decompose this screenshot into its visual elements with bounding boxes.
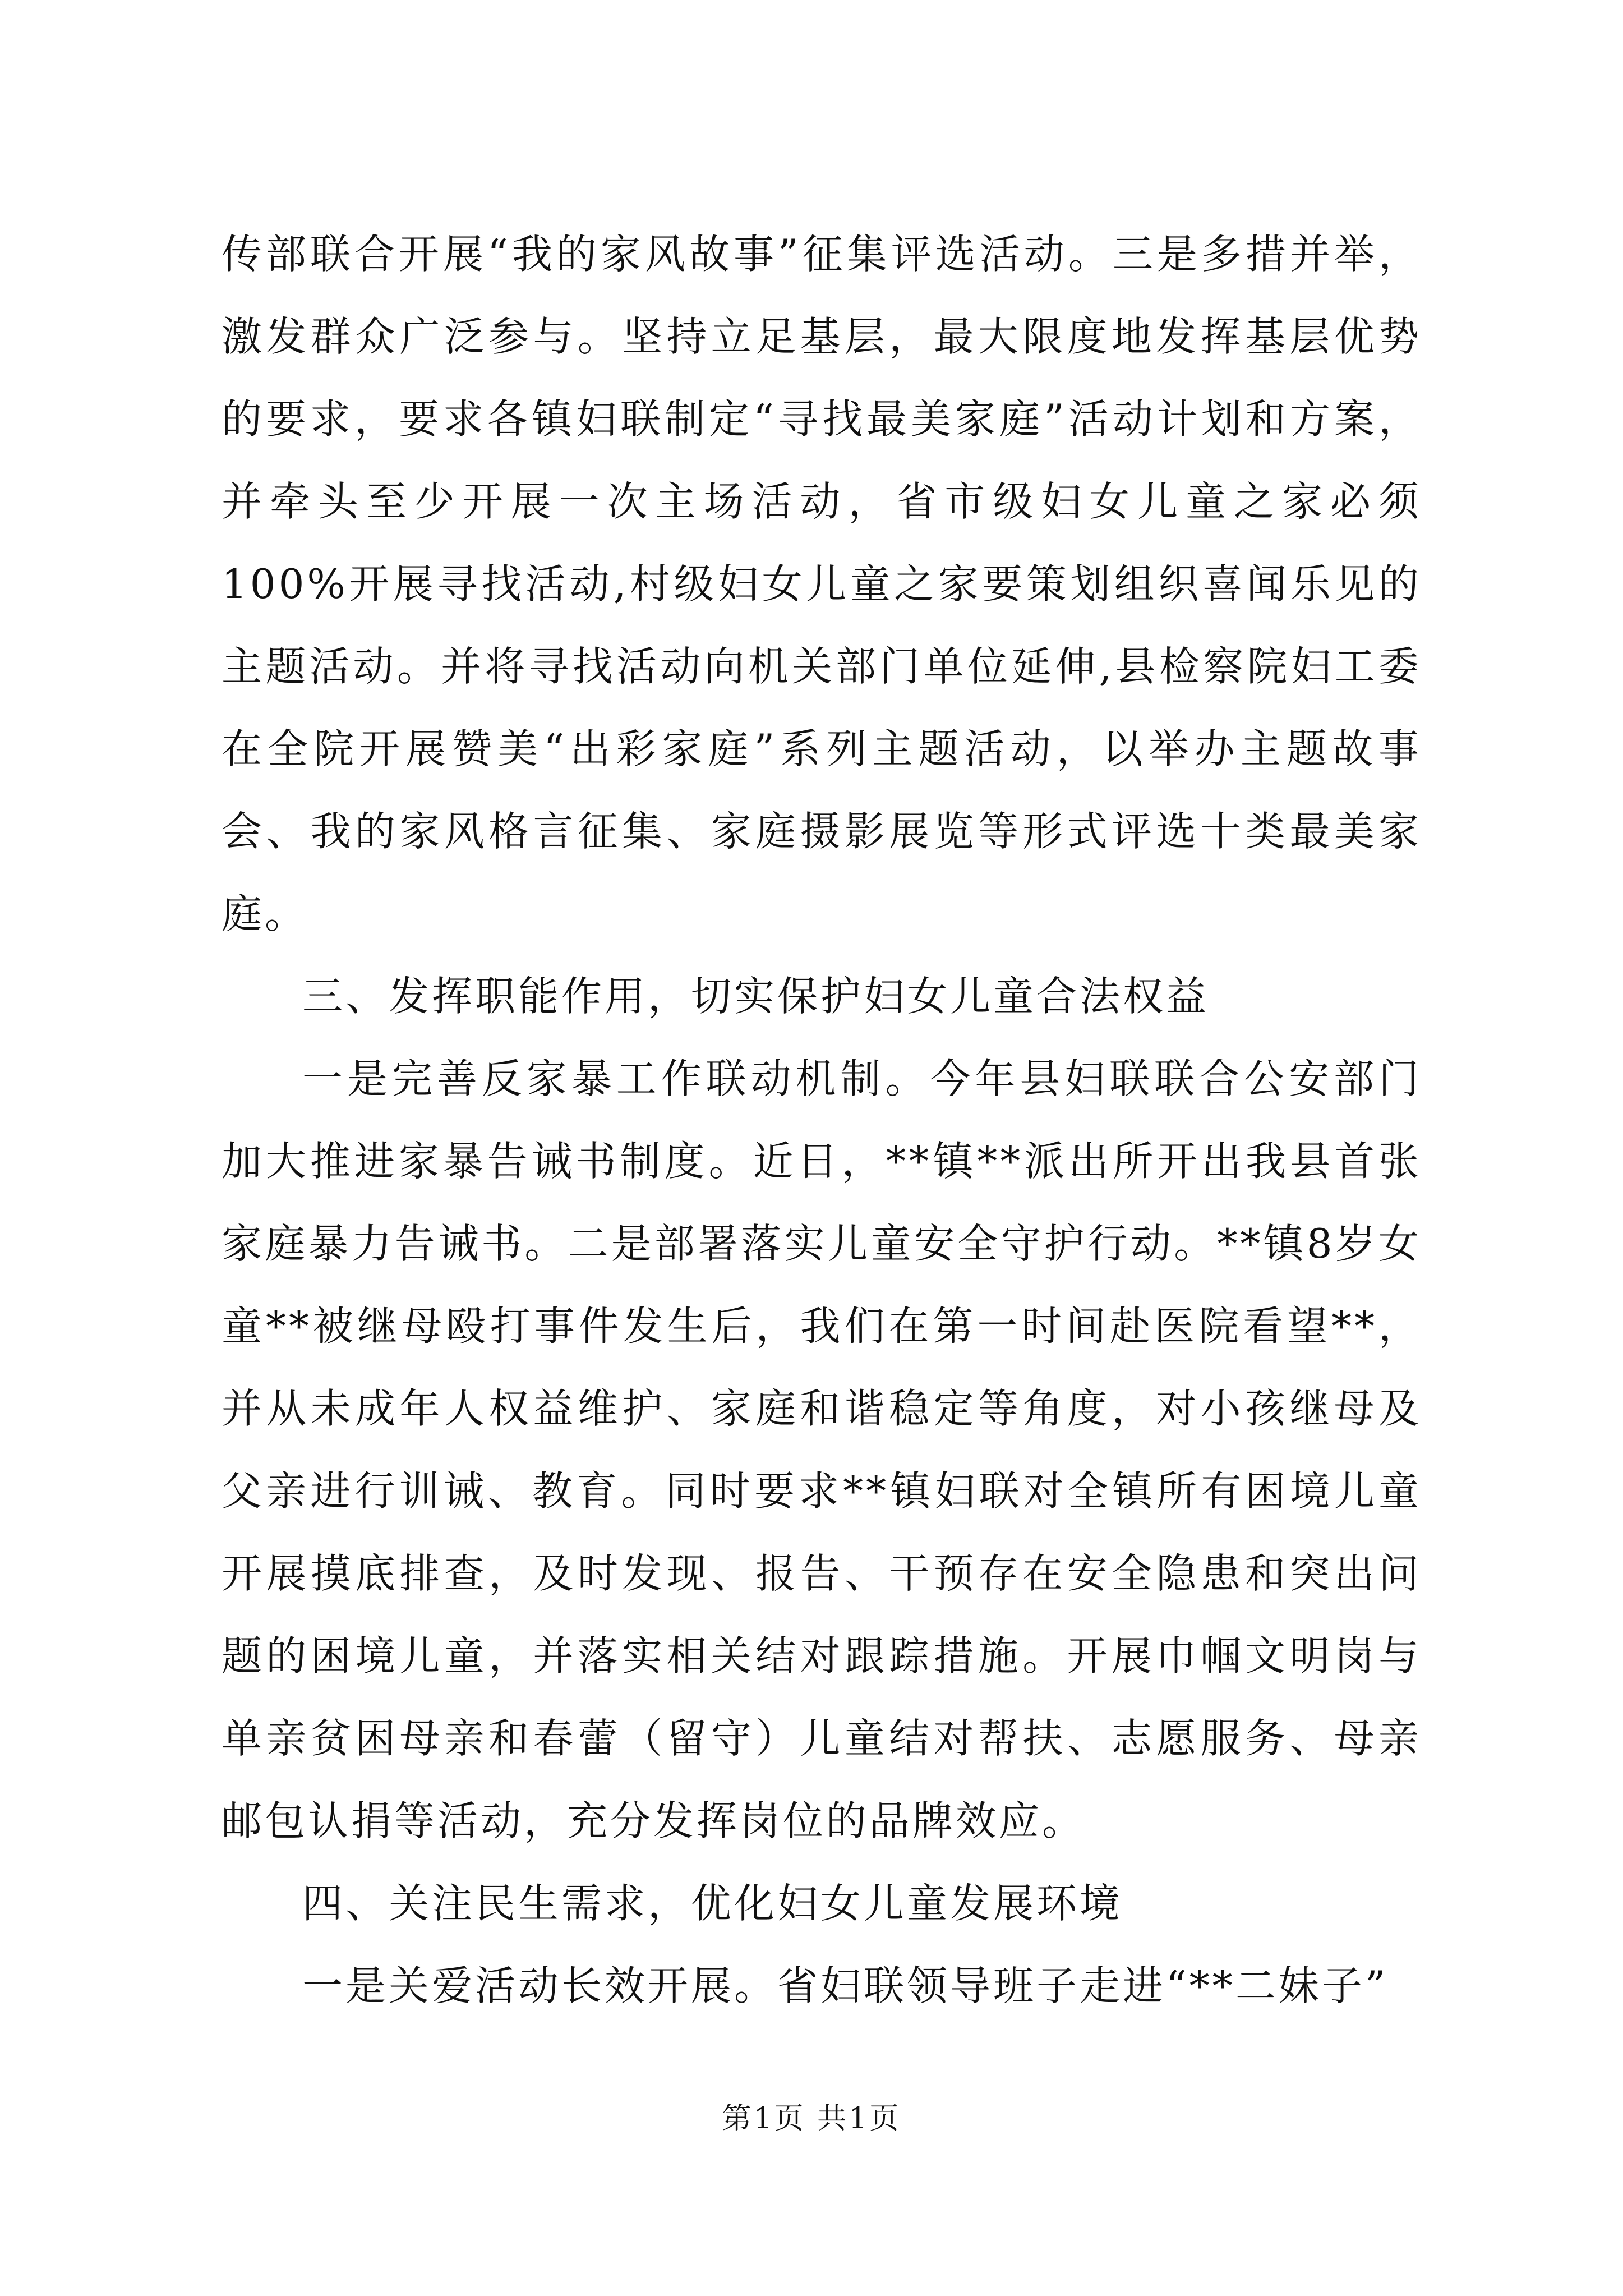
section-heading-4: 四、关注民生需求，优化妇女儿童发展环境 — [302, 1880, 1123, 1927]
paragraph-section-3: 一是完善反家暴工作联动机制。今年县妇联联合公安部门加大推进家暴告诫书制度。近日，**镇**派出所开出我县首张家庭暴力告诫书。二是部署落实儿童安全守护行动。**镇8岁女童**被继母殴打事件发生后，我们在第一时间赴医院看望**，并从未成年人权益维护、家庭和谐稳定等角度，对小孩继母及父亲进行训诫、教育。同时要求**镇妇联对全镇所有困境儿童开展摸底排查，及时发现、报告、干预存在安全隐患和突出问题的困境儿童，并落实相关结对跟踪措施。开展巾帼文明岗与单亲贫困母亲和春蕾（留守）儿童结对帮扶、志愿服务、母亲邮包认捐等活动，充分发挥岗位的品牌效应。 — [222, 1055, 1422, 1844]
paragraph-section-4: 一是关爱活动长效开展。省妇联领导班子走进“**二妹子” — [302, 1962, 1389, 2009]
page-footer: 第1页 共1页 — [722, 2102, 901, 2136]
section-heading-3: 三、发挥职能作用，切实保护妇女儿童合法权益 — [302, 973, 1210, 1020]
paragraph-continuation: 传部联合开展“我的家风故事”征集评选活动。三是多措并举，激发群众广泛参与。坚持立足基层，最大限度地发挥基层优势的要求，要求各镇妇联制定“寻找最美家庭”活动计划和方案，并牵头至少开展一次主场活动，省市级妇女儿童之家必须100%开展寻找活动,村级妇女儿童之家要策划组织喜闻乐见的主题活动。并将寻找活动向机关部门单位延伸,县检察院妇工委在全院开展赞美“出彩家庭”系列主题活动，以举办主题故事会、我的家风格言征集、家庭摄影展览等形式评选十类最美家庭。 — [222, 231, 1422, 937]
document-body — [222, 213, 1422, 2027]
